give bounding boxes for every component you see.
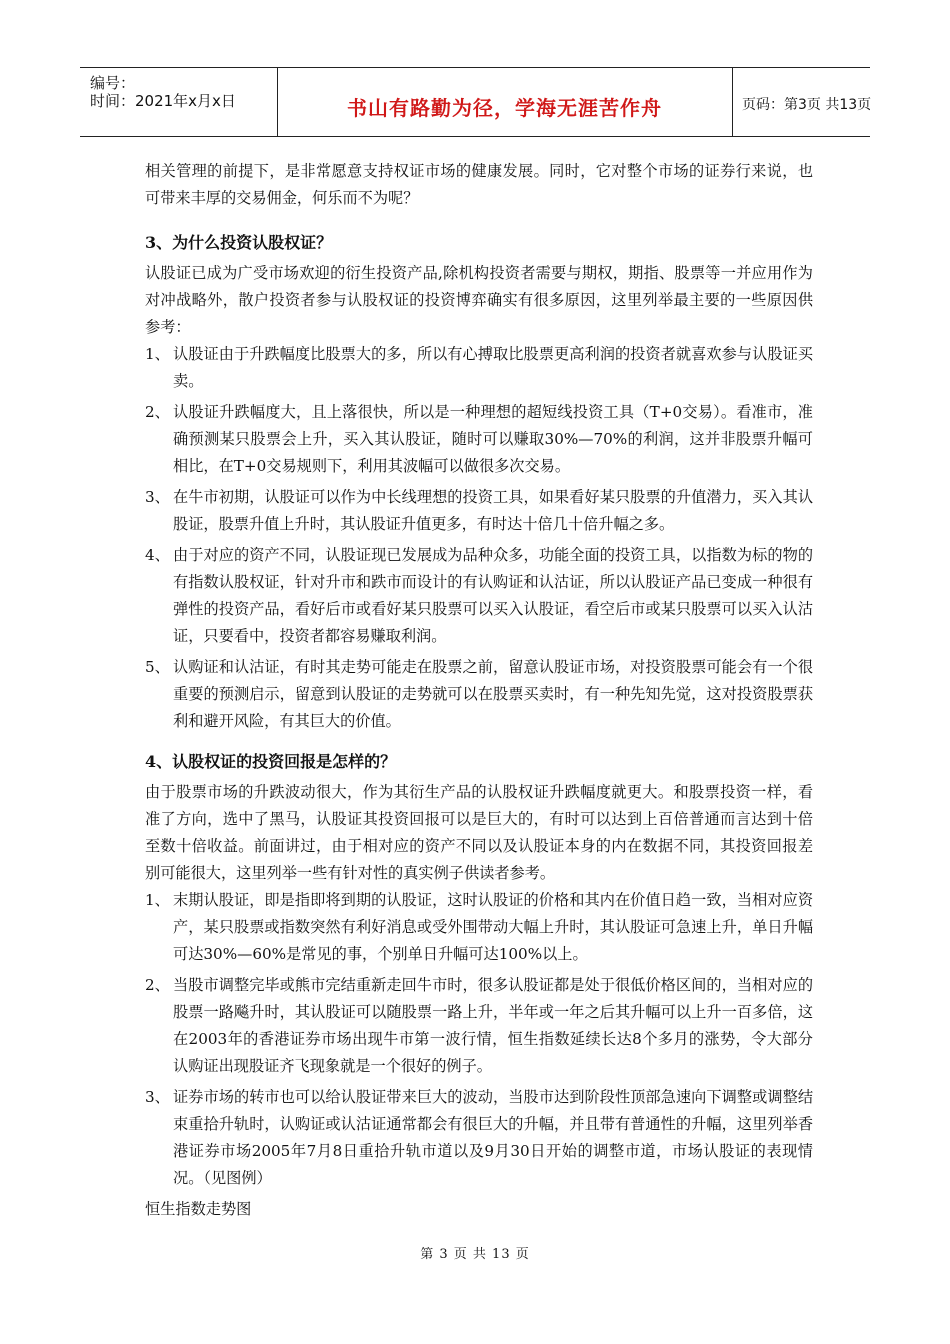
- document-time-label: 时间：2021年x月x日: [90, 92, 236, 110]
- list-item-text: 在牛市初期，认股证可以作为中长线理想的投资工具，如果看好某只股票的升值潜力，买入其认股证，股票升值上升时，其认股证升值更多，有时达十倍几十倍升幅之多。: [173, 488, 813, 533]
- section-3-list: [145, 341, 813, 735]
- list-item-text: 证券市场的转市也可以给认股证带来巨大的波动，当股市达到阶段性顶部急速向下调整或调整结束重拾升轨时，认购证或认沽证通常都会有很巨大的升幅，并且带有普通性的升幅，这里列举香港证券市场2005年7月8日重拾升轨市道以及9月30日开始的调整市道，市场认股证的表现情况。（见图例）: [173, 1088, 813, 1187]
- list-item: [145, 1084, 813, 1192]
- list-item-text: 末期认股证，即是指即将到期的认股证，这时认股证的价格和其内在价值日趋一致，当相对应资产，某只股票或指数突然有利好消息或受外围带动大幅上升时，其认股证可急速上升，单日升幅可达30%—60%是常见的事，个别单日升幅可达100%以上。: [173, 891, 813, 963]
- section-4-heading: 4、认股权证的投资回报是怎样的？: [145, 752, 397, 771]
- list-item: [145, 887, 813, 968]
- document-number-label: 编号：: [90, 74, 136, 92]
- section-4-list: [145, 887, 813, 1192]
- page-footer: 第 3 页 共 13 页: [420, 1247, 530, 1262]
- list-item-number: 3、: [145, 488, 170, 506]
- list-item-text: 由于对应的资产不同，认股证现已发展成为品种众多，功能全面的投资工具，以指数为标的物的有指数认股权证，针对升市和跌市而设计的有认购证和认沽证，所以认股证产品已变成一种很有弹性的投资产品，看好后市或看好某只股票可以买入认股证，看空后市或某只股票可以买入认沽证，只要看中，投资者都容易赚取利润。: [173, 546, 813, 645]
- header-page-info: 页码：第3页 共13页: [742, 97, 872, 113]
- header-page-cell: [732, 68, 870, 136]
- page-body: [145, 158, 813, 1223]
- list-item-number: 3、: [145, 1088, 170, 1106]
- list-item-number: 2、: [145, 403, 170, 421]
- section-3-heading: 3、为什么投资认股权证？: [145, 233, 333, 252]
- figure-caption: 恒生指数走势图: [145, 1200, 252, 1218]
- list-item: [145, 542, 813, 650]
- list-item-number: 2、: [145, 976, 170, 994]
- list-item: [145, 484, 813, 538]
- list-item-number: 4、: [145, 546, 170, 564]
- list-item-text: 认股证升跌幅度大，且上落很快，所以是一种理想的超短线投资工具（T+0交易）。看准市，准确预测某只股票会上升，买入其认股证，随时可以赚取30%—70%的利润，这并非股票升幅可相比，在T+0交易规则下，利用其波幅可以做很多次交易。: [173, 403, 813, 475]
- list-item: [145, 341, 813, 395]
- list-item-text: 认股证由于升跌幅度比股票大的多，所以有心搏取比股票更高利润的投资者就喜欢参与认股证买卖。: [173, 345, 813, 390]
- section-4-paragraph: 由于股票市场的升跌波动很大，作为其衍生产品的认股权证升跌幅度就更大。和股票投资一样，看准了方向，选中了黑马，认股证其投资回报可以是巨大的，有时可以达到上百倍普通而言达到十倍至数十倍收益。前面讲过，由于相对应的资产不同以及认股证本身的内在数据不同，其投资回报差别可能很大，这里列举一些有针对性的真实例子供读者参考。: [145, 783, 813, 882]
- page-header: [80, 67, 870, 137]
- section-3-paragraph: 认股证已成为广受市场欢迎的衍生投资产品,除机构投资者需要与期权，期指、股票等一并应用作为对冲战略外，散户投资者参与认股权证的投资博弈确实有很多原因，这里列举最主要的一些原因供参考：: [145, 264, 813, 336]
- list-item: [145, 399, 813, 480]
- list-item-text: 当股市调整完毕或熊市完结重新走回牛市时，很多认股证都是处于很低价格区间的，当相对应的股票一路飚升时，其认股证可以随股票一路上升，半年或一年之后其升幅可以上升一百多倍，这在2003年的香港证券市场出现牛市第一波行情，恒生指数延续长达8个多月的涨势，令大部分认购证出现股证齐飞现象就是一个很好的例子。: [173, 976, 813, 1075]
- header-meta-cell: [80, 68, 278, 136]
- list-item-number: 1、: [145, 345, 170, 363]
- header-motto: 书山有路勤为径，学海无涯苦作舟: [347, 96, 662, 120]
- list-item-number: 5、: [145, 658, 170, 676]
- header-motto-cell: [277, 68, 733, 136]
- list-item: [145, 972, 813, 1080]
- list-item: [145, 654, 813, 735]
- intro-paragraph: 相关管理的前提下，是非常愿意支持权证市场的健康发展。同时，它对整个市场的证券行来说，也可带来丰厚的交易佣金，何乐而不为呢？: [145, 162, 813, 207]
- list-item-text: 认购证和认沽证，有时其走势可能走在股票之前，留意认股证市场，对投资股票可能会有一个很重要的预测启示，留意到认股证的走势就可以在股票买卖时，有一种先知先觉，这对投资股票获利和避开风险，有其巨大的价值。: [173, 658, 813, 730]
- list-item-number: 1、: [145, 891, 170, 909]
